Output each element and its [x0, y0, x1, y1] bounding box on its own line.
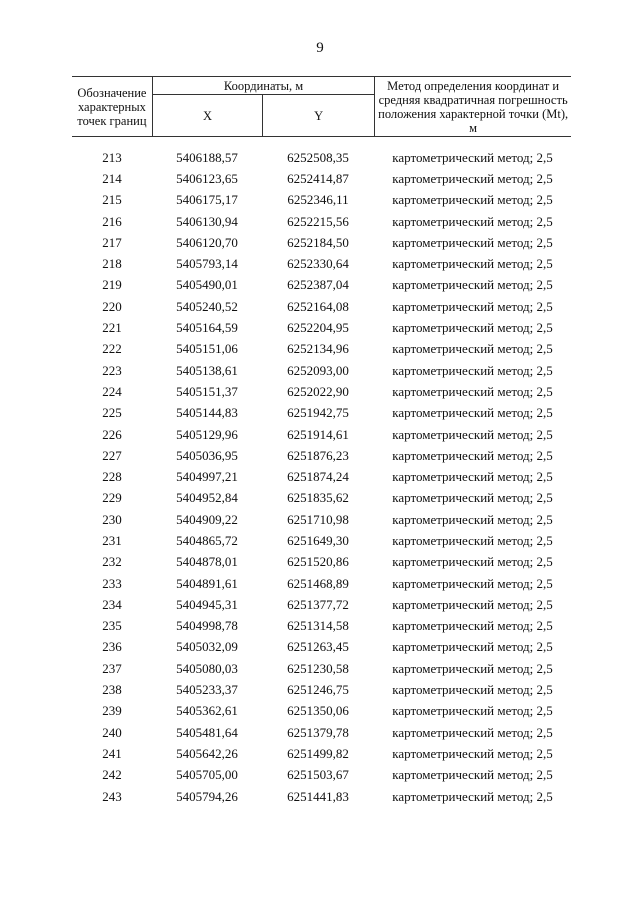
x-coordinate-cell: 5404945,31 — [176, 596, 238, 612]
y-coordinate-cell: 6252184,50 — [287, 234, 349, 250]
y-coordinate-cell: 6251246,75 — [287, 682, 349, 698]
point-number-cell: 233 — [102, 575, 122, 591]
y-coordinate-cell: 6251876,23 — [287, 447, 349, 463]
x-coordinate-cell: 5405032,09 — [176, 639, 238, 655]
x-coordinate-cell: 5404891,61 — [176, 575, 238, 591]
point-number-cell: 213 — [102, 149, 122, 165]
point-number-cell: 226 — [102, 426, 122, 442]
x-coordinate-cell: 5405164,59 — [176, 320, 238, 336]
table-row — [72, 765, 571, 786]
y-coordinate-cell: 6252164,08 — [287, 298, 349, 314]
y-coordinate-cell: 6252330,64 — [287, 256, 349, 272]
x-coordinate-cell: 5404998,78 — [176, 618, 238, 634]
x-coordinate-cell: 5405481,64 — [176, 724, 238, 740]
method-cell: картометрический метод; 2,5 — [392, 298, 553, 314]
method-cell: картометрический метод; 2,5 — [392, 469, 553, 485]
point-number-cell: 239 — [102, 703, 122, 719]
method-cell: картометрический метод; 2,5 — [392, 511, 553, 527]
y-coordinate-cell: 6251468,89 — [287, 575, 349, 591]
x-coordinate-cell: 5405240,52 — [176, 298, 238, 314]
x-coordinate-cell: 5405362,61 — [176, 703, 238, 719]
x-coordinate-cell: 5405233,37 — [176, 682, 238, 698]
y-coordinate-cell: 6252134,96 — [287, 341, 349, 357]
header-x: X — [152, 95, 262, 137]
method-cell: картометрический метод; 2,5 — [392, 277, 553, 293]
y-coordinate-cell: 6251503,67 — [287, 767, 349, 783]
method-cell: картометрический метод; 2,5 — [392, 426, 553, 442]
table-row — [72, 743, 571, 764]
method-cell: картометрический метод; 2,5 — [392, 256, 553, 272]
table-row — [72, 424, 571, 445]
method-cell: картометрический метод; 2,5 — [392, 724, 553, 740]
method-cell: картометрический метод; 2,5 — [392, 618, 553, 634]
page-number: 9 — [316, 40, 324, 56]
point-number-cell: 218 — [102, 256, 122, 272]
x-coordinate-cell: 5404997,21 — [176, 469, 238, 485]
table-row — [72, 530, 571, 551]
x-coordinate-cell: 5405129,96 — [176, 426, 238, 442]
x-coordinate-cell: 5406188,57 — [176, 149, 238, 165]
table-row — [72, 616, 571, 637]
y-coordinate-cell: 6251914,61 — [287, 426, 349, 442]
method-cell: картометрический метод; 2,5 — [392, 170, 553, 186]
y-coordinate-cell: 6251230,58 — [287, 660, 349, 676]
method-cell: картометрический метод; 2,5 — [392, 447, 553, 463]
point-number-cell: 229 — [102, 490, 122, 506]
y-coordinate-cell: 6252022,90 — [287, 383, 349, 399]
point-number-cell: 242 — [102, 767, 122, 783]
method-cell: картометрический метод; 2,5 — [392, 682, 553, 698]
table-row — [72, 552, 571, 573]
point-number-cell: 215 — [102, 192, 122, 208]
y-coordinate-cell: 6251835,62 — [287, 490, 349, 506]
method-cell: картометрический метод; 2,5 — [392, 320, 553, 336]
x-coordinate-cell: 5404909,22 — [176, 511, 238, 527]
point-number-cell: 238 — [102, 682, 122, 698]
point-number-cell: 241 — [102, 745, 122, 761]
method-cell: картометрический метод; 2,5 — [392, 660, 553, 676]
x-coordinate-cell: 5404865,72 — [176, 532, 238, 548]
y-coordinate-cell: 6251874,24 — [287, 469, 349, 485]
y-coordinate-cell: 6252204,95 — [287, 320, 349, 336]
table-row — [72, 317, 571, 338]
table-row — [72, 509, 571, 530]
y-coordinate-cell: 6252346,11 — [287, 192, 349, 208]
table-row — [72, 168, 571, 189]
x-coordinate-cell: 5405642,26 — [176, 745, 238, 761]
x-coordinate-cell: 5406123,65 — [176, 170, 238, 186]
y-coordinate-cell: 6251379,78 — [287, 724, 349, 740]
table-row — [72, 701, 571, 722]
method-cell: картометрический метод; 2,5 — [392, 745, 553, 761]
method-cell: картометрический метод; 2,5 — [392, 554, 553, 570]
point-number-cell: 230 — [102, 511, 122, 527]
method-cell: картометрический метод; 2,5 — [392, 490, 553, 506]
point-number-cell: 214 — [102, 170, 122, 186]
x-coordinate-cell: 5405036,95 — [176, 447, 238, 463]
y-coordinate-cell: 6252387,04 — [287, 277, 349, 293]
method-cell: картометрический метод; 2,5 — [392, 213, 553, 229]
point-number-cell: 224 — [102, 383, 122, 399]
table-row — [72, 296, 571, 317]
x-coordinate-cell: 5404878,01 — [176, 554, 238, 570]
y-coordinate-cell: 6251499,82 — [287, 745, 349, 761]
point-number-cell: 216 — [102, 213, 122, 229]
y-coordinate-cell: 6252508,35 — [287, 149, 349, 165]
point-number-cell: 236 — [102, 639, 122, 655]
header-point-designation: Обозначение характерных точек границ — [72, 77, 152, 137]
table-header — [72, 76, 571, 137]
y-coordinate-cell: 6251377,72 — [287, 596, 349, 612]
point-number-cell: 219 — [102, 277, 122, 293]
coordinates-table-body — [72, 147, 571, 807]
x-coordinate-cell: 5405138,61 — [176, 362, 238, 378]
table-row — [72, 573, 571, 594]
method-cell: картометрический метод; 2,5 — [392, 383, 553, 399]
header-method: Метод определения координат и средняя квадратичная погрешность положения характерной точки (Mt), м — [375, 77, 571, 137]
method-cell: картометрический метод; 2,5 — [392, 639, 553, 655]
table-row — [72, 403, 571, 424]
table-row — [72, 637, 571, 658]
method-cell: картометрический метод; 2,5 — [392, 532, 553, 548]
table-row — [72, 360, 571, 381]
point-number-cell: 217 — [102, 234, 122, 250]
table-row — [72, 253, 571, 274]
y-coordinate-cell: 6251350,06 — [287, 703, 349, 719]
method-cell: картометрический метод; 2,5 — [392, 788, 553, 804]
point-number-cell: 234 — [102, 596, 122, 612]
x-coordinate-cell: 5405490,01 — [176, 277, 238, 293]
method-cell: картометрический метод; 2,5 — [392, 405, 553, 421]
table-row — [72, 594, 571, 615]
table-row — [72, 488, 571, 509]
table-row — [72, 190, 571, 211]
method-cell: картометрический метод; 2,5 — [392, 703, 553, 719]
x-coordinate-cell: 5406120,70 — [176, 234, 238, 250]
y-coordinate-cell: 6251441,83 — [287, 788, 349, 804]
point-number-cell: 223 — [102, 362, 122, 378]
point-number-cell: 232 — [102, 554, 122, 570]
y-coordinate-cell: 6251942,75 — [287, 405, 349, 421]
table-row — [72, 722, 571, 743]
y-coordinate-cell: 6252414,87 — [287, 170, 349, 186]
x-coordinate-cell: 5405080,03 — [176, 660, 238, 676]
x-coordinate-cell: 5405151,06 — [176, 341, 238, 357]
method-cell: картометрический метод; 2,5 — [392, 362, 553, 378]
table-row — [72, 339, 571, 360]
x-coordinate-cell: 5406130,94 — [176, 213, 238, 229]
table-row — [72, 658, 571, 679]
x-coordinate-cell: 5406175,17 — [176, 192, 238, 208]
y-coordinate-cell: 6252093,00 — [287, 362, 349, 378]
method-cell: картометрический метод; 2,5 — [392, 596, 553, 612]
table-row — [72, 147, 571, 168]
table-row — [72, 679, 571, 700]
table-row — [72, 381, 571, 402]
point-number-cell: 237 — [102, 660, 122, 676]
header-y: Y — [263, 95, 375, 137]
method-cell: картометрический метод; 2,5 — [392, 234, 553, 250]
point-number-cell: 243 — [102, 788, 122, 804]
method-cell: картометрический метод; 2,5 — [392, 575, 553, 591]
table-row — [72, 211, 571, 232]
table-row — [72, 466, 571, 487]
y-coordinate-cell: 6251263,45 — [287, 639, 349, 655]
method-cell: картометрический метод; 2,5 — [392, 767, 553, 783]
point-number-cell: 240 — [102, 724, 122, 740]
x-coordinate-cell: 5405793,14 — [176, 256, 238, 272]
point-number-cell: 220 — [102, 298, 122, 314]
point-number-cell: 221 — [102, 320, 122, 336]
y-coordinate-cell: 6251314,58 — [287, 618, 349, 634]
y-coordinate-cell: 6252215,56 — [287, 213, 349, 229]
x-coordinate-cell: 5404952,84 — [176, 490, 238, 506]
x-coordinate-cell: 5405794,26 — [176, 788, 238, 804]
method-cell: картометрический метод; 2,5 — [392, 149, 553, 165]
y-coordinate-cell: 6251649,30 — [287, 532, 349, 548]
table-row — [72, 232, 571, 253]
table-row — [72, 275, 571, 296]
table-row — [72, 445, 571, 466]
header-coordinates: Координаты, м — [152, 77, 374, 95]
method-cell: картометрический метод; 2,5 — [392, 192, 553, 208]
point-number-cell: 228 — [102, 469, 122, 485]
x-coordinate-cell: 5405705,00 — [176, 767, 238, 783]
point-number-cell: 227 — [102, 447, 122, 463]
x-coordinate-cell: 5405151,37 — [176, 383, 238, 399]
y-coordinate-cell: 6251520,86 — [287, 554, 349, 570]
point-number-cell: 231 — [102, 532, 122, 548]
point-number-cell: 235 — [102, 618, 122, 634]
method-cell: картометрический метод; 2,5 — [392, 341, 553, 357]
point-number-cell: 225 — [102, 405, 122, 421]
table-row — [72, 786, 571, 807]
point-number-cell: 222 — [102, 341, 122, 357]
y-coordinate-cell: 6251710,98 — [287, 511, 349, 527]
x-coordinate-cell: 5405144,83 — [176, 405, 238, 421]
